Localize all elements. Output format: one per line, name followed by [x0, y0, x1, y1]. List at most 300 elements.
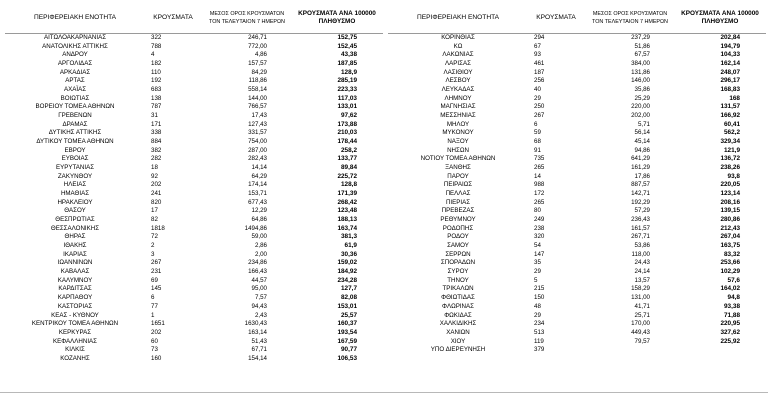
avg-cell: 220,00	[631, 103, 650, 111]
region-cell: ΛΕΣΒΟΥ	[445, 77, 471, 85]
table-row	[5, 251, 383, 260]
cases-cell: 138	[151, 94, 162, 102]
rate-cell: 159,02	[337, 259, 357, 267]
rate-cell: 327,62	[720, 328, 740, 336]
rate-cell: 267,04	[720, 233, 740, 241]
cases-cell: 192	[151, 77, 162, 85]
region-cell: ΧΙΟΥ	[450, 337, 466, 345]
region-cell: ΑΝΔΡΟΥ	[62, 51, 88, 59]
cases-cell: 150	[534, 294, 545, 302]
table-row	[5, 303, 383, 312]
table-row	[388, 60, 766, 69]
rate-cell: 57,6	[727, 276, 740, 284]
avg-cell: 144,00	[248, 94, 267, 102]
header-rate-line2: ΠΛΗΘΥΣΜΟ	[318, 18, 356, 25]
table-row	[388, 225, 766, 234]
table-row	[388, 129, 766, 138]
region-cell: ΚΙΛΚΙΣ	[65, 346, 85, 354]
region-cell: ΔΥΤΙΚΟΥ ΤΟΜΕΑ ΑΘΗΝΩΝ	[36, 138, 114, 146]
avg-cell: 754,00	[248, 138, 267, 146]
region-cell: ΚΟΖΑΝΗΣ	[60, 354, 90, 362]
header-rate	[676, 10, 764, 26]
rate-cell: 152,45	[337, 42, 357, 50]
rate-cell: 123,48	[337, 207, 357, 215]
rate-cell: 162,14	[720, 60, 740, 68]
table-row	[388, 77, 766, 86]
avg-cell: 449,43	[631, 328, 650, 336]
cases-cell: 60	[151, 337, 158, 345]
table-row	[388, 34, 766, 43]
region-cell: ΑΡΚΑΔΙΑΣ	[59, 68, 91, 76]
region-cell: ΡΟΔΟΥ	[447, 233, 469, 241]
rate-cell: 163,74	[337, 224, 357, 232]
header-region: ΠΕΡΙΦΕΡΕΙΑΚΗ ΕΝΟΤΗΤΑ	[416, 14, 500, 21]
cases-cell: 250	[534, 103, 545, 111]
table-row	[388, 173, 766, 182]
table-row	[5, 320, 383, 329]
avg-cell: 1494,86	[244, 224, 267, 232]
avg-cell: 677,43	[248, 198, 267, 206]
header-rate-line1: ΚΡΟΥΣΜΑΤΑ ΑΝΑ 100000	[298, 10, 376, 17]
header-avg-line2: ΤΟΝ ΤΕΛΕΥΤΑΙΟΝ 7 ΗΜΕΡΩΝ	[592, 19, 668, 25]
avg-cell: 2,86	[254, 242, 267, 250]
table-row	[5, 34, 383, 43]
cases-cell: 234	[534, 320, 545, 328]
avg-cell: 118,86	[248, 77, 267, 85]
region-cell: ΜΑΓΝΗΣΙΑΣ	[440, 103, 476, 111]
avg-cell: 51,86	[634, 42, 650, 50]
cases-cell: 160	[151, 354, 162, 362]
avg-cell: 53,86	[634, 242, 650, 250]
table-row	[388, 155, 766, 164]
table-row	[388, 259, 766, 268]
cases-cell: 683	[151, 86, 162, 94]
avg-cell: 170,00	[631, 320, 650, 328]
header-cases: ΚΡΟΥΣΜΑΤΑ	[536, 14, 576, 21]
cases-cell: 145	[151, 285, 162, 293]
rate-cell: 152,75	[337, 34, 357, 41]
region-cell: ΚΕΦΑΛΛΗΝΙΑΣ	[52, 337, 97, 345]
rate-cell: 102,29	[720, 268, 740, 276]
avg-cell: 267,71	[631, 233, 650, 241]
avg-cell: 41,71	[634, 302, 650, 310]
avg-cell: 157,57	[248, 60, 267, 68]
rate-cell: 238,26	[720, 164, 740, 172]
table-row	[5, 112, 383, 121]
avg-cell: 5,71	[637, 120, 650, 128]
cases-cell: 29	[534, 268, 541, 276]
avg-cell: 67,57	[634, 51, 650, 59]
header-avg	[201, 10, 293, 26]
table-row	[5, 338, 383, 347]
avg-cell: 158,29	[631, 285, 650, 293]
rate-cell: 93,8	[727, 172, 740, 180]
cases-cell: 35	[534, 259, 541, 267]
region-cell: ΚΑΒΑΛΑΣ	[60, 268, 90, 276]
table-row	[5, 277, 383, 286]
cases-cell: 1818	[151, 224, 165, 232]
avg-cell: 234,86	[248, 259, 267, 267]
region-cell: ΠΙΕΡΙΑΣ	[445, 198, 471, 206]
rate-cell: 121,9	[724, 146, 740, 154]
cases-cell: 17	[151, 207, 158, 215]
cases-cell: 6	[151, 294, 155, 302]
cases-cell: 82	[151, 216, 158, 224]
avg-cell: 202,00	[631, 112, 650, 120]
cases-cell: 338	[151, 129, 162, 137]
region-cell: ΑΙΤΩΛΟΑΚΑΡΝΑΝΙΑΣ	[43, 34, 107, 41]
avg-cell: 161,57	[631, 224, 650, 232]
avg-cell: 51,43	[251, 337, 267, 345]
table-row	[5, 181, 383, 190]
cases-cell: 2	[151, 242, 155, 250]
avg-cell: 887,57	[631, 181, 650, 189]
rate-cell: 164,02	[720, 285, 740, 293]
avg-cell: 2,00	[254, 250, 267, 258]
rate-cell: 25,57	[341, 311, 357, 319]
rate-cell: 139,15	[720, 207, 740, 215]
cases-cell: 92	[151, 172, 158, 180]
rate-cell: 89,84	[341, 164, 357, 172]
region-cell: ΚΟΡΙΝΘΙΑΣ	[441, 34, 475, 41]
cases-cell: 294	[534, 34, 545, 41]
table-row	[5, 190, 383, 199]
rate-cell: 90,77	[341, 346, 357, 354]
region-cell: ΗΛΕΙΑΣ	[63, 181, 87, 189]
rate-cell: 43,38	[341, 51, 357, 59]
region-cell: ΣΕΡΡΩΝ	[445, 250, 471, 258]
cases-cell: 40	[534, 86, 541, 94]
cases-cell: 72	[151, 233, 158, 241]
left-rows	[5, 34, 383, 364]
avg-cell: 174,14	[248, 181, 267, 189]
region-cell: ΛΗΜΝΟΥ	[444, 94, 472, 102]
cases-cell: 1	[151, 311, 155, 319]
table-row	[5, 242, 383, 251]
avg-cell: 161,29	[631, 164, 650, 172]
cases-cell: 382	[151, 146, 162, 154]
avg-cell: 24,43	[634, 259, 650, 267]
region-cell: ΣΑΜΟΥ	[447, 242, 469, 250]
rate-cell: 133,77	[337, 155, 357, 163]
table-row	[5, 43, 383, 52]
header-rate	[293, 10, 381, 26]
left-table	[5, 10, 383, 364]
region-cell: ΝΗΣΩΝ	[447, 146, 469, 154]
rate-cell: 253,66	[720, 259, 740, 267]
cases-cell: 787	[151, 103, 162, 111]
region-cell: ΥΠΟ ΔΙΕΡΕΥΝΗΣΗ	[430, 346, 486, 354]
cases-cell: 14	[534, 172, 541, 180]
cases-cell: 4	[151, 51, 155, 59]
cases-cell: 48	[534, 302, 541, 310]
table-row	[5, 129, 383, 138]
rate-cell: 163,75	[720, 242, 740, 250]
rate-cell: 168	[729, 94, 740, 102]
region-cell: ΦΩΚΙΔΑΣ	[444, 311, 472, 319]
table-row	[5, 216, 383, 225]
table-row	[388, 329, 766, 338]
avg-cell: 35,86	[634, 86, 650, 94]
rate-cell: 160,37	[337, 320, 357, 328]
avg-cell: 25,29	[634, 94, 650, 102]
cases-cell: 202	[151, 181, 162, 189]
region-cell: ΣΠΟΡΑΔΩΝ	[440, 259, 476, 267]
rate-cell: 167,59	[337, 337, 357, 345]
region-cell: ΘΕΣΣΑΛΟΝΙΚΗΣ	[50, 224, 100, 232]
region-cell: ΤΡΙΚΑΛΩΝ	[442, 285, 474, 293]
avg-cell: 282,43	[248, 155, 267, 163]
table-row	[388, 277, 766, 286]
avg-cell: 7,57	[254, 294, 267, 302]
table-row	[5, 355, 383, 364]
table-bottom-border	[0, 392, 768, 393]
avg-cell: 192,29	[631, 198, 650, 206]
rate-cell: 94,8	[727, 294, 740, 302]
rate-cell: 220,95	[720, 320, 740, 328]
cases-cell: 187	[534, 68, 545, 76]
cases-cell: 379	[534, 346, 545, 354]
table-row	[388, 69, 766, 78]
table-row	[388, 164, 766, 173]
rate-cell: 202,84	[720, 34, 740, 41]
cases-cell: 1651	[151, 320, 165, 328]
cases-cell: 54	[534, 242, 541, 250]
region-cell: ΑΝΑΤΟΛΙΚΗΣ ΑΤΤΙΚΗΣ	[42, 42, 108, 50]
cases-cell: 265	[534, 198, 545, 206]
region-cell: ΕΒΡΟΥ	[64, 146, 86, 154]
avg-cell: 17,43	[251, 112, 267, 120]
rate-cell: 268,42	[337, 198, 357, 206]
cases-cell: 820	[151, 198, 162, 206]
table-row	[388, 216, 766, 225]
region-cell: ΜΥΚΟΝΟΥ	[442, 129, 474, 137]
table-row	[5, 103, 383, 112]
table-row	[5, 329, 383, 338]
header-rate-line2: ΠΛΗΘΥΣΜΟ	[701, 18, 739, 25]
avg-cell: 25,71	[634, 311, 650, 319]
table-row	[388, 43, 766, 52]
cases-cell: 73	[151, 346, 158, 354]
table-row	[388, 303, 766, 312]
table-row	[5, 138, 383, 147]
rate-cell: 106,53	[337, 354, 357, 362]
header-avg-line2: ΤΟΝ ΤΕΛΕΥΤΑΙΟΝ 7 ΗΜΕΡΩΝ	[209, 19, 285, 25]
avg-cell: 64,86	[251, 216, 267, 224]
rate-cell: 193,54	[337, 328, 357, 336]
region-cell: ΠΡΕΒΕΖΑΣ	[441, 207, 475, 215]
avg-cell: 153,71	[248, 190, 267, 198]
table-row	[388, 138, 766, 147]
cases-cell: 241	[151, 190, 162, 198]
region-cell: ΣΥΡΟΥ	[447, 268, 469, 276]
rate-cell: 128,9	[341, 68, 357, 76]
rate-cell: 166,92	[720, 112, 740, 120]
table-row	[5, 69, 383, 78]
avg-cell: 67,71	[251, 346, 267, 354]
cases-cell: 265	[534, 164, 545, 172]
cases-cell: 735	[534, 155, 545, 163]
avg-cell: 44,57	[251, 276, 267, 284]
cases-cell: 171	[151, 120, 162, 128]
region-cell: ΚΑΡΔΙΤΣΑΣ	[58, 285, 92, 293]
table-row	[388, 207, 766, 216]
cases-cell: 249	[534, 216, 545, 224]
cases-cell: 6	[534, 120, 538, 128]
avg-cell: 384,00	[631, 60, 650, 68]
cases-cell: 29	[534, 311, 541, 319]
right-table	[388, 10, 766, 355]
cases-cell: 267	[151, 259, 162, 267]
avg-cell: 94,86	[634, 146, 650, 154]
table-row	[388, 242, 766, 251]
rate-cell: 285,19	[337, 77, 357, 85]
avg-cell: 64,29	[251, 172, 267, 180]
avg-cell: 14,14	[251, 164, 267, 172]
table-row	[5, 60, 383, 69]
rate-cell: 329,34	[720, 138, 740, 146]
rate-cell: 61,9	[344, 242, 357, 250]
region-cell: ΡΕΘΥΜΝΟΥ	[440, 216, 476, 224]
cases-cell: 988	[534, 181, 545, 189]
rate-cell: 208,16	[720, 198, 740, 206]
rate-cell: 194,79	[720, 42, 740, 50]
table-row	[5, 86, 383, 95]
rate-cell: 60,41	[724, 120, 740, 128]
rate-cell: 248,07	[720, 68, 740, 76]
table-row	[388, 285, 766, 294]
table-row	[5, 285, 383, 294]
avg-cell: 166,43	[248, 268, 267, 276]
cases-cell: 282	[151, 155, 162, 163]
region-cell: ΜΕΣΣΗΝΙΑΣ	[440, 112, 476, 120]
table-row	[388, 190, 766, 199]
cases-cell: 202	[151, 328, 162, 336]
avg-cell: 287,00	[248, 146, 267, 154]
region-cell: ΕΥΒΟΙΑΣ	[61, 155, 89, 163]
cases-cell: 172	[534, 190, 545, 198]
region-cell: ΝΟΤΙΟΥ ΤΟΜΕΑ ΑΘΗΝΩΝ	[420, 155, 496, 163]
header-cases: ΚΡΟΥΣΜΑΤΑ	[153, 14, 193, 21]
rate-cell: 104,33	[720, 51, 740, 59]
region-cell: ΒΟΡΕΙΟΥ ΤΟΜΕΑ ΑΘΗΝΩΝ	[35, 103, 115, 111]
region-cell: ΚΕΑΣ - ΚΥΘΝΟΥ	[51, 311, 99, 319]
region-cell: ΚΩ	[453, 42, 463, 50]
region-cell: ΛΑΡΙΣΑΣ	[445, 60, 471, 68]
cases-cell: 91	[534, 146, 541, 154]
region-cell: ΚΑΛΥΜΝΟΥ	[57, 276, 93, 284]
cases-cell: 5	[534, 276, 538, 284]
rate-cell: 131,57	[720, 103, 740, 111]
region-cell: ΙΩΑΝΝΙΝΩΝ	[57, 259, 93, 267]
table-row	[5, 51, 383, 60]
avg-cell: 24,14	[634, 268, 650, 276]
cases-cell: 238	[534, 224, 545, 232]
rate-cell: 212,43	[720, 224, 740, 232]
header-avg-line1: ΜΕΣΟΣ ΟΡΟΣ ΚΡΟΥΣΜΑΤΩΝ	[209, 11, 285, 17]
left-header-row	[5, 10, 383, 34]
right-rows	[388, 34, 766, 355]
rate-cell: 562,2	[724, 129, 740, 137]
table-row	[388, 121, 766, 130]
avg-cell: 94,43	[251, 302, 267, 310]
cases-cell: 59	[534, 129, 541, 137]
table-row	[5, 207, 383, 216]
avg-cell: 772,00	[248, 42, 267, 50]
region-cell: ΧΑΛΚΙΔΙΚΗΣ	[439, 320, 477, 328]
region-cell: ΛΑΚΩΝΙΑΣ	[442, 51, 474, 59]
region-cell: ΡΟΔΟΠΗΣ	[442, 224, 474, 232]
rate-cell: 30,36	[341, 250, 357, 258]
avg-cell: 56,14	[634, 129, 650, 137]
rate-cell: 133,01	[337, 103, 357, 111]
table-row	[5, 346, 383, 355]
table-row	[5, 259, 383, 268]
rate-cell: 381,3	[341, 233, 357, 241]
rate-cell: 71,88	[724, 311, 740, 319]
cases-cell: 231	[151, 268, 162, 276]
avg-cell: 331,57	[248, 129, 267, 137]
table-row	[388, 181, 766, 190]
avg-cell: 1630,43	[244, 320, 267, 328]
table-row	[5, 233, 383, 242]
cases-cell: 884	[151, 138, 162, 146]
table-row	[5, 199, 383, 208]
region-cell: ΘΗΡΑΣ	[64, 233, 86, 241]
rate-cell: 123,14	[720, 190, 740, 198]
table-row	[388, 233, 766, 242]
avg-cell: 142,71	[631, 190, 650, 198]
cases-cell: 215	[534, 285, 545, 293]
region-cell: ΞΑΝΘΗΣ	[445, 164, 471, 172]
avg-cell: 59,00	[251, 233, 267, 241]
region-cell: ΒΟΙΩΤΙΑΣ	[60, 94, 90, 102]
rate-cell: 93,38	[724, 302, 740, 310]
rate-cell: 127,7	[341, 285, 357, 293]
table-row	[388, 268, 766, 277]
table-row	[388, 312, 766, 321]
avg-cell: 154,14	[248, 354, 267, 362]
table-row	[388, 199, 766, 208]
region-cell: ΘΑΣΟΥ	[64, 207, 86, 215]
table-row	[388, 103, 766, 112]
cases-cell: 513	[534, 328, 545, 336]
cases-cell: 256	[534, 77, 545, 85]
header-avg-line1: ΜΕΣΟΣ ΟΡΟΣ ΚΡΟΥΣΜΑΤΩΝ	[592, 11, 668, 17]
rate-cell: 225,92	[720, 337, 740, 345]
avg-cell: 131,00	[631, 294, 650, 302]
cases-cell: 322	[151, 34, 162, 41]
cases-cell: 18	[151, 164, 158, 172]
avg-cell: 641,29	[631, 155, 650, 163]
rate-cell: 178,44	[337, 138, 357, 146]
table-row	[388, 251, 766, 260]
table-row	[388, 338, 766, 347]
cases-cell: 67	[534, 42, 541, 50]
region-cell: ΠΑΡΟΥ	[447, 172, 469, 180]
region-cell: ΑΧΑΪΑΣ	[63, 86, 87, 94]
avg-cell: 127,43	[248, 120, 267, 128]
table-row	[5, 95, 383, 104]
header-region: ΠΕΡΙΦΕΡΕΙΑΚΗ ΕΝΟΤΗΤΑ	[33, 14, 117, 21]
region-cell: ΕΥΡΥΤΑΝΙΑΣ	[55, 164, 95, 172]
avg-cell: 45,14	[634, 138, 650, 146]
header-avg	[584, 10, 676, 26]
avg-cell: 146,00	[631, 77, 650, 85]
avg-cell: 131,86	[631, 68, 650, 76]
cases-cell: 3	[151, 250, 155, 258]
rate-cell: 220,05	[720, 181, 740, 189]
